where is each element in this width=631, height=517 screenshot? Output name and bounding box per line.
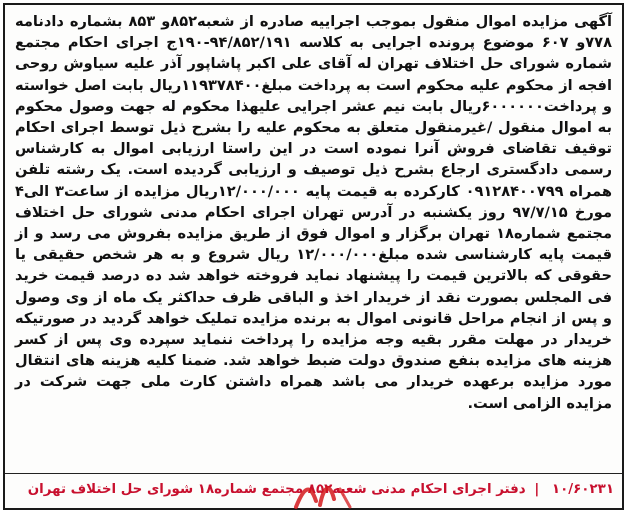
footer-separator: | xyxy=(534,482,540,497)
notice-text: آگهی مزایده اموال منقول بموجب اجراییه صادره از شعبه۸۵۲و ۸۵۳ بشماره دادنامه ۷۷۸و ۶۰۷ موضوع پرونده اجرایی به کلاسه ۹۴/۸۵۲/۱۹۱-۱۹۰ج اجرای احکام مجتمع شماره شورای حل اختلاف تهران له آقای علی اکبر پاشاپور آذر علیه سیاوش روحی افجه از محکوم علیه محکوم است به پرداخت مبلغ۱۱۹۳۷۸۴۰۰ریال بابت اصل خواسته و پرداخت۶۰۰۰۰۰۰ریال بابت نیم عشر اجرایی علیهذا محکوم له جهت وصول محکوم به اموال منقول /غیرمنقول متعلق به محکوم علیه را بشرح ذیل توسط اجرای احکام توقیف تقاضای فروش آنرا نموده است در این راستا ارزیابی اموال به کارشناس رسمی دادگستری ارجاع بشرح ذیل توصیف و ارزیابی گردیده است. یک رشته تلفن همراه ۰۹۱۲۸۴۰۰۷۹۹ کارکرده به قیمت پایه ۱۲/۰۰۰/۰۰۰ریال مزایده از ساعت۳ الی۴ مورخ ۹۷/۷/۱۵ روز یکشنبه در آدرس تهران اجرای احکام مدنی شورای حل اختلاف مجتمع شماره۱۸ تهران برگزار و اموال فوق از طریق مزایده بفروش می رسد و از قیمت پایه کارشناسی شده مبلغ۱۲/۰۰۰/۰۰۰ ریال شروع و به هر شخص حقیقی یا حقوقی که بالاترین قیمت را پیشنهاد نماید فروخته خواهد شد ده درصد قیمت خرید فی المجلس بصورت نقد از خریدار اخذ و الباقی ظرف حداکثر یک ماه از وی وصول و پس از انجام مراحل قانونی اموال به برنده مزایده تملیک خواهد گردید در صورتیکه خریدار در مهلت مقرر بقیه وجه مزایده را پرداخت ننماید سپرده وی پس از کسر هزینه های مزایده بنفع صندوق دولت ضبط خواهد شد. ضمنا کلیه هزینه های انتقال مورد مزایده برعهده خریدار می باشد همراه داشتن کارت ملی جهت شرکت در مزایده الزامی است. xyxy=(15,13,613,412)
footer-code: ۱۰/۶۰۲۳۱ xyxy=(551,482,614,497)
footer-issuer: دفتر اجرای احکام مدنی شعبه۸۵۲ مجتمع شماره۱۸ شورای حل اختلاف تهران xyxy=(27,482,526,497)
auction-notice xyxy=(3,3,624,510)
notice-footer xyxy=(5,473,622,508)
notice-body xyxy=(15,11,612,414)
